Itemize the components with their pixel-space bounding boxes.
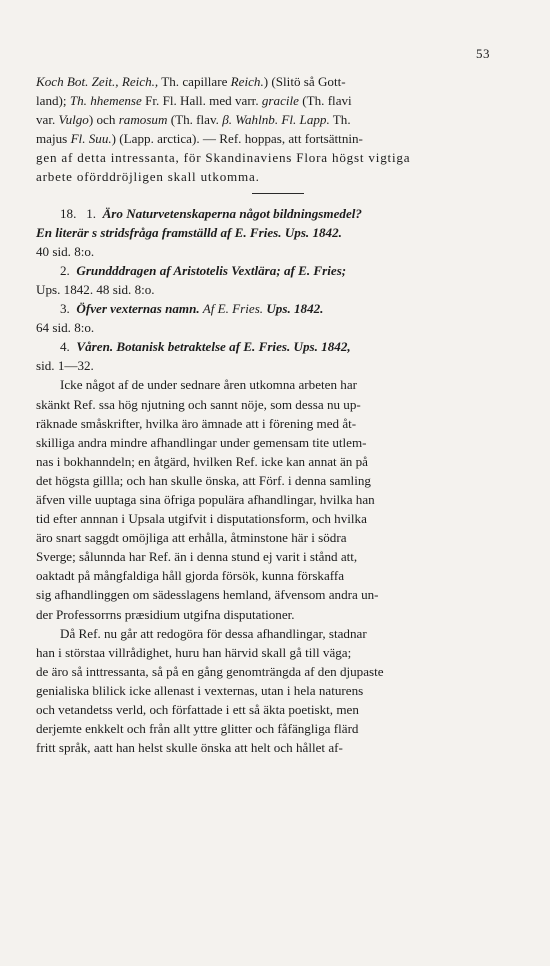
paragraph-line: räknade småskrifter, hvilka äro ämnade att i förening med åt- <box>36 415 357 431</box>
entry-item-1-cont <box>36 223 519 242</box>
paragraph-line: de äro så inttressanta, så på en gång genomträngda af den djupaste <box>36 663 384 679</box>
paragraph-line: skänkt Ref. ssa hög njutning och sannt nöje, som dessa nu up- <box>36 396 361 412</box>
item-title: Grundddragen af Aristotelis Vextlära; af E. Fries; <box>76 262 347 278</box>
item-title: Äro Naturvetenskaperna något bildningsmedel? <box>102 205 362 221</box>
entry-item-4 <box>36 337 519 356</box>
item-author: Af E. Fries. <box>199 301 264 317</box>
paragraph-line: Då Ref. nu går att redogöra för dessa afhandlingar, stadnar <box>60 625 367 641</box>
paragraph-line: Sverge; sålunnda har Ref. än i denna stund ej varit i stånd att, <box>36 549 358 565</box>
intro-text: ) och <box>88 112 119 128</box>
item-publication: Ups. 1842, <box>290 339 351 355</box>
paragraph-line: äro snart saggdt omöjliga att erhålla, åtminstone här i södra <box>36 530 347 546</box>
page-number: 53 <box>476 46 490 61</box>
entry-number: 18. <box>60 205 77 221</box>
intro-text: land); <box>36 93 70 109</box>
intro-text: Reich. <box>230 74 264 89</box>
intro-line: arbete oförddröjligen skall utkomma. <box>36 169 260 185</box>
item-title: En literär s stridsfråga framställd af E. Fries. <box>36 224 282 240</box>
intro-text: β. Wahlnb. Fl. Lapp. <box>222 112 330 128</box>
intro-text: Vulgo <box>58 112 89 128</box>
intro-text: Th. capillare <box>158 74 231 89</box>
paragraph-line: genialiska blilick icke allenast i vexternas, utan i hela naturens <box>36 682 364 698</box>
item-number: 3. <box>60 301 70 317</box>
entry-item-2 <box>36 261 519 280</box>
intro-line <box>36 91 519 110</box>
intro-line <box>36 110 519 129</box>
paragraph-line: skilliga andra mindre afhandlingar under gemensam tite utlem- <box>36 434 367 450</box>
item-number: 2. <box>60 262 70 278</box>
intro-text: Fl. Suu. <box>70 131 112 147</box>
item-number: 4. <box>60 339 70 355</box>
intro-text: Th. hhemense <box>69 93 142 109</box>
intro-line: gen af detta intressanta, för Skandinaviens Flora högst vigtiga <box>36 150 411 166</box>
paragraph-line: Icke något af de under sednare åren utkomna arbeten har <box>60 377 358 393</box>
entry-item-1 <box>36 204 519 223</box>
paragraph-line: äfven ville uuptaga sina öfriga populära afhandlingar, hvilka han <box>36 491 375 507</box>
paragraph-line: derjemte enkkelt och från allt yttre glitter och fåfängliga flärd <box>36 721 359 737</box>
paragraph-line: tid efter annnan i Upsala utgifvit i disputationsform, och hvilka <box>36 511 367 527</box>
item-title: Våren. Botanisk betraktelse af E. Fries. <box>76 339 291 355</box>
paragraph-line: han i störstaa villrådighet, huru han härvid skall gå till väga; <box>36 644 352 660</box>
entry-item-3 <box>36 299 519 318</box>
intro-text: Th. <box>329 112 351 128</box>
page-text <box>36 72 519 757</box>
item-title: Öfver vexternas namn. <box>76 301 200 317</box>
entry-item-3-pages: 64 sid. 8:o. <box>36 320 95 336</box>
paragraph-line: fritt språk, aatt han helst skulle önska att helt och hållet af- <box>36 740 343 756</box>
intro-text: majus <box>36 131 71 147</box>
intro-line <box>36 129 519 148</box>
intro-text: ) (Slitö så Gott- <box>263 74 346 89</box>
entry-item-1-pages: 40 sid. 8:o. <box>36 243 95 259</box>
paragraph-line: och vetandetss verld, och författade i ett så äkta poetiskt, men <box>36 702 359 717</box>
item-publication: Ups. 1842. 48 sid. 8:o. <box>36 281 155 297</box>
intro-text: (Th. flav. <box>167 112 223 128</box>
paragraph-line: nas i bokhanndeln; en åtgärd, hvilken Ref. icke kan annat än på <box>36 453 368 469</box>
review-entry-18 <box>36 204 519 376</box>
intro-line <box>36 72 519 91</box>
intro-text: gracile <box>261 93 299 109</box>
review-paragraph-2 <box>36 624 519 758</box>
paragraph-line: det högsta gillla; och han skulle önska, att Förf. i denna samling <box>36 472 371 488</box>
paragraph-line: oaktadt på mångfaldiga håll gjorda försök, kunna förskaffa <box>36 568 345 584</box>
item-publication: Ups. 1842. <box>281 224 342 240</box>
intro-text: Fr. Fl. Hall. med varr. <box>141 93 262 109</box>
intro-text: ramosum <box>118 112 168 128</box>
entry-item-4-pages: sid. 1—32. <box>36 358 94 374</box>
intro-text: ) (Lapp. arctica). — Ref. hoppas, att fortsättnin- <box>111 131 363 147</box>
intro-text: var. <box>36 112 59 128</box>
section-divider <box>252 193 304 194</box>
intro-text: (Th. flavi <box>298 93 352 109</box>
intro-text: Koch Bot. Zeit., Reich., <box>36 74 159 89</box>
item-number: 1. <box>86 205 97 221</box>
intro-paragraph <box>36 72 519 187</box>
entry-item-2-pages <box>36 280 519 299</box>
paragraph-line: sig afhandlinggen om sädesslagens hemland, äfvensom andra un- <box>36 587 379 603</box>
paragraph-line: der Professorrns præsidium utgifna disputationer. <box>36 606 295 622</box>
item-publication: Ups. 1842. <box>263 301 324 317</box>
review-paragraph-1 <box>36 375 519 623</box>
